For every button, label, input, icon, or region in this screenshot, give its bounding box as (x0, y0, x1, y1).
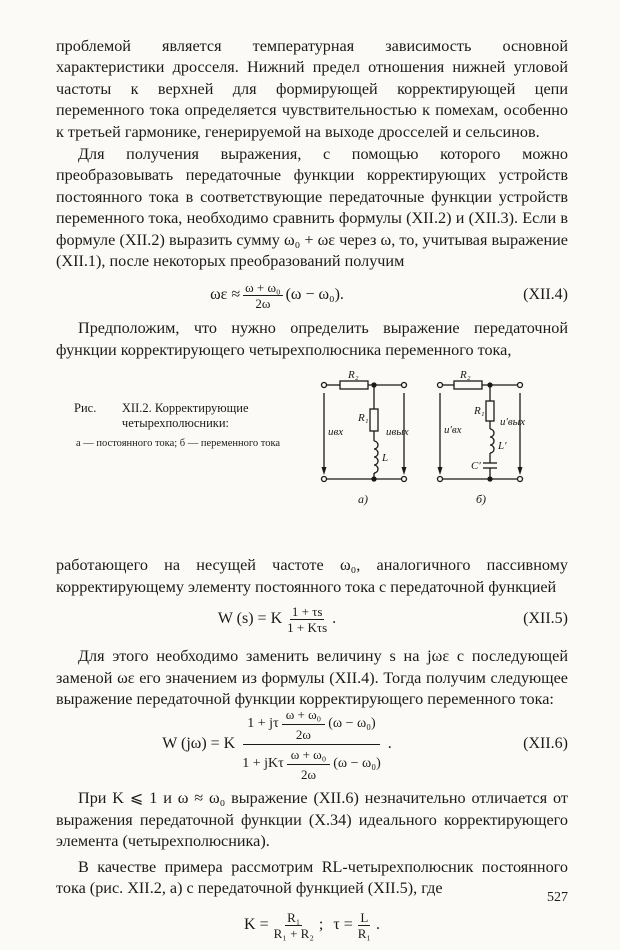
eq5-lhs: W (s) = K (217, 610, 283, 628)
eq6-num-inner-fraction (282, 707, 325, 742)
eq5-denominator: 1 + Kτs (287, 619, 328, 635)
label-tag-b: б) (476, 492, 487, 507)
resistor-r2-b (454, 381, 482, 389)
eq7-t-den: R₁ (357, 925, 371, 941)
equation-k-tau (56, 903, 568, 947)
eq7-t-num: L (360, 909, 369, 925)
eq4-fraction (243, 280, 282, 311)
eq6-den-inner-n: ω + ω₀ (287, 747, 330, 765)
page-body (56, 36, 568, 947)
eq7-k-num: R₁ (287, 909, 301, 925)
paragraph-7: В качестве примера рассмотрим RL-четырехполюсник постоянного тока (рис. XII.2, а) с передаточной функцией (XII.5), где (56, 857, 568, 897)
eq5-number: (XII.5) (523, 610, 568, 628)
eq7-t-fraction (356, 910, 373, 941)
eq4-numerator: ω + ω₀ (245, 279, 281, 295)
label-r1-a: R₁ (358, 412, 369, 425)
inductor-l-b (490, 429, 494, 453)
eq4-lhs: ωε ≈ (210, 286, 241, 304)
eq6-num-inner-d: 2ω (295, 726, 311, 742)
label-r1-b: R₁ (474, 405, 485, 418)
paragraph-2: Для получения выражения, с помощью которого можно преобразовывать передаточные функции корректирующих устройств постоянного тока в соответствующие передаточные функции устройств переменного тока, необходимо сравнить формулы (XII.2) и (XII.3). Если в формуле (XII.2) выразить сумму ω₀ + ωε через ω, то, учитывая выражение (XII.1), после некоторых преобразований получим (56, 145, 568, 271)
eq6-lhs: W (jω) = K (162, 735, 236, 753)
paragraph-5: Для этого необходимо заменить величину s на jωε с последующей заменой ωε его значением из формулы (XII.4). Тогда получим следующее выражение передаточной функции корректирующего переменного тока: (56, 647, 568, 708)
eq7-k-den: R₁ + R₂ (273, 925, 314, 941)
eq6-fraction (238, 707, 385, 782)
label-r2-a: R₂ (348, 369, 359, 382)
eq7-k-lhs: K = (244, 916, 269, 934)
label-uin-a: uвх (328, 426, 344, 439)
eq4-rhs: (ω − ω₀). (285, 286, 344, 304)
figure-xii-2 (56, 369, 568, 549)
paragraph-3: Предположим, что нужно определить выражение передаточной функции корректирующего четырехполюсника переменного тока, (56, 319, 568, 359)
equation-xii-6 (56, 706, 568, 782)
figure-caption (74, 401, 284, 450)
eq6-denominator (238, 745, 385, 782)
eq6-den-post: (ω − ω₀) (333, 756, 381, 772)
eq6-den-pre: 1 + jKτ (242, 756, 284, 772)
caption-title: XII.2. Корректирующие четырехполюсники: (121, 401, 249, 431)
caption-label: Рис. (74, 401, 97, 416)
eq6-num-post: (ω − ω₀) (328, 716, 376, 732)
circuit-diagrams (312, 369, 568, 549)
eq6-number: (XII.6) (523, 735, 568, 753)
eq4-number: (XII.4) (523, 286, 568, 304)
label-c-b: C′ (471, 460, 481, 473)
paragraph-4: работающего на несущей частоте ω₀, аналогичного пассивному корректирующему элементу постоянного тока с передаточной функцией (56, 556, 568, 596)
resistor-r1-b (486, 401, 494, 421)
eq7-end: . (375, 916, 380, 934)
label-l-a: L (382, 452, 389, 465)
label-uin-b: u′вх (444, 424, 462, 437)
equation-xii-5 (56, 600, 568, 638)
label-uout-a: uвых (386, 426, 409, 439)
circuit-a (322, 369, 409, 506)
label-r2-b: R₂ (460, 369, 471, 382)
eq6-den-inner-d: 2ω (300, 766, 317, 782)
eq6-num-pre: 1 + jτ (247, 716, 279, 732)
inductor-l-a (374, 441, 378, 473)
eq4-denominator: 2ω (255, 295, 271, 311)
paragraph-6: При K ⩽ 1 и ω ≈ ω₀ выражение (XII.6) незначительно отличается от выражения передаточной функции (X.34) идеального корректирующего элемента (четырехполюсника). (56, 789, 568, 851)
eq5-fraction (285, 604, 329, 635)
eq5-rhs: . (332, 610, 337, 628)
resistor-r2-a (340, 381, 368, 389)
label-uout-b: u′вых (500, 416, 526, 429)
eq6-numerator (243, 707, 379, 745)
eq6-num-inner-n: ω + ω₀ (282, 707, 325, 725)
label-l-b: L′ (498, 440, 507, 453)
resistor-r1-a (370, 409, 378, 431)
page-number: 527 (547, 890, 568, 905)
eq7-t-lhs: τ = (333, 916, 353, 934)
eq5-numerator: 1 + τs (291, 603, 323, 619)
eq7-k-fraction (272, 910, 316, 941)
eq6-rhs: . (387, 735, 392, 753)
equation-xii-4 (56, 276, 568, 314)
paragraph-1: проблемой является температурная зависимость основной характеристики дросселя. Нижний предел отношения нижней угловой частоты к верхней для формирующей корректирующей цепи переменного тока определяется чувствительностью к помехам, особенно к третьей гармонике, генерируемой на выходе дросселей и сельсинов. (56, 37, 568, 141)
eq7-separator: ; (318, 916, 324, 934)
label-tag-a: а) (358, 492, 368, 507)
circuit-b (438, 369, 526, 506)
eq6-den-inner-fraction (287, 747, 330, 782)
caption-subtitle: а — постоянного тока; б — переменного тока (76, 438, 281, 450)
